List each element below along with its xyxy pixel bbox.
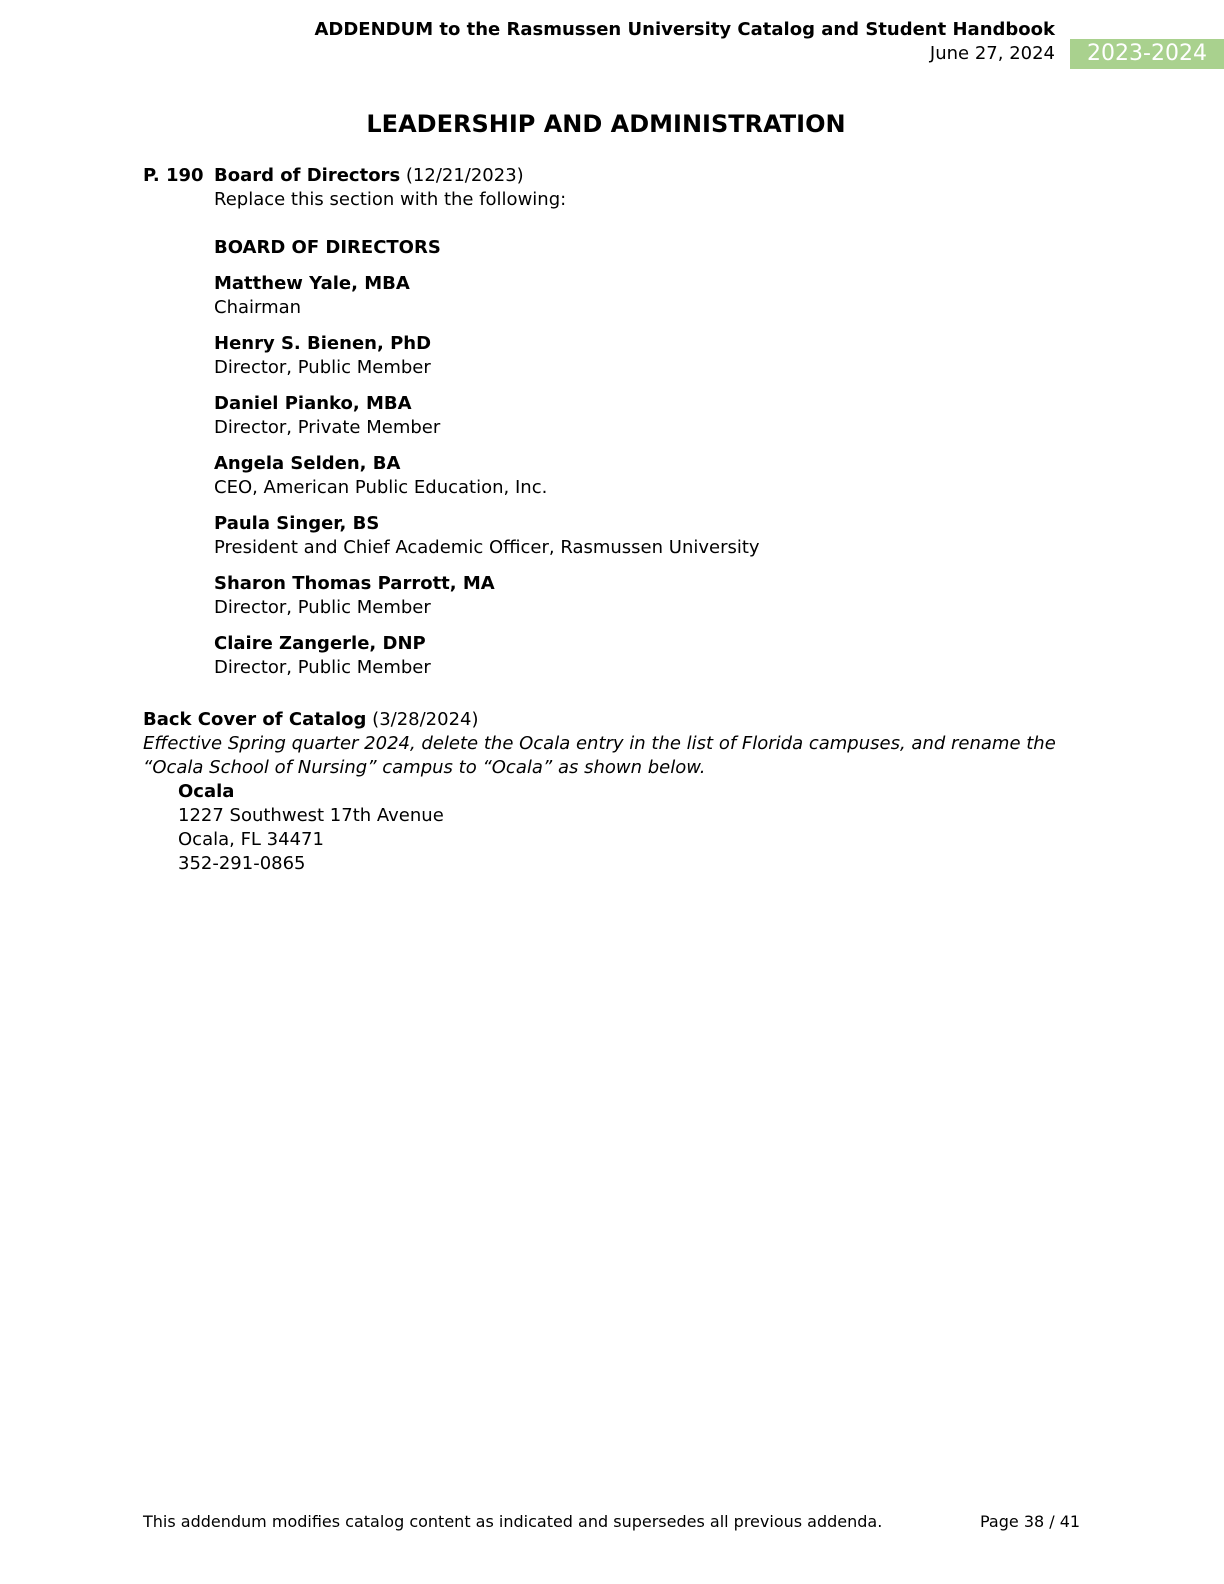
back-cover-heading-line	[143, 708, 1073, 732]
campus-address-line-2: Ocala, FL 34471	[178, 829, 324, 850]
board-instruction: Replace this section with the following:	[214, 189, 567, 210]
member-name: Angela Selden, BA	[214, 453, 401, 474]
board-member	[214, 512, 1114, 560]
member-role: Director, Private Member	[214, 417, 441, 438]
board-heading: Board of Directors	[214, 165, 401, 186]
member-name: Sharon Thomas Parrott, MA	[214, 573, 495, 594]
catalog-year-badge: 2023-2024	[1070, 39, 1224, 69]
campus-phone: 352-291-0865	[178, 853, 306, 874]
member-name: Daniel Pianko, MBA	[214, 393, 412, 414]
campus-address-line-1: 1227 Southwest 17th Avenue	[178, 805, 444, 826]
board-member	[214, 572, 1114, 620]
board-member	[214, 272, 1114, 320]
back-cover-section	[143, 708, 1073, 876]
board-member	[214, 332, 1114, 380]
member-role: President and Chief Academic Officer, Rasmussen University	[214, 537, 760, 558]
member-name: Paula Singer, BS	[214, 513, 380, 534]
member-role: Chairman	[214, 297, 302, 318]
board-heading-line	[214, 164, 1114, 188]
board-member	[214, 632, 1114, 680]
board-member-list	[214, 272, 1114, 680]
campus-name: Ocala	[178, 781, 235, 802]
back-cover-heading: Back Cover of Catalog	[143, 709, 367, 730]
campus-entry	[143, 780, 1073, 876]
board-heading-date: (12/21/2023)	[405, 165, 524, 186]
page-number: Page 38 / 41	[980, 1512, 1081, 1531]
back-cover-instruction: Effective Spring quarter 2024, delete the Ocala entry in the list of Florida campuses, and rename the “Ocala School of Nursing” campus to “Ocala” as shown below.	[143, 733, 1056, 778]
page-reference: P. 190	[143, 165, 204, 186]
footer-note: This addendum modifies catalog content as indicated and supersedes all previous addenda.	[143, 1512, 883, 1531]
member-name: Henry S. Bienen, PhD	[214, 333, 432, 354]
page-title: LEADERSHIP AND ADMINISTRATION	[366, 110, 846, 138]
board-subheading: BOARD OF DIRECTORS	[214, 237, 441, 258]
board-section	[214, 164, 1114, 680]
addendum-date: June 27, 2024	[929, 43, 1055, 64]
member-role: CEO, American Public Education, Inc.	[214, 477, 548, 498]
member-name: Claire Zangerle, DNP	[214, 633, 426, 654]
addendum-title: ADDENDUM to the Rasmussen University Catalog and Student Handbook	[314, 19, 1055, 40]
back-cover-heading-date: (3/28/2024)	[372, 709, 479, 730]
member-role: Director, Public Member	[214, 357, 431, 378]
member-name: Matthew Yale, MBA	[214, 273, 410, 294]
member-role: Director, Public Member	[214, 657, 431, 678]
board-member	[214, 392, 1114, 440]
board-member	[214, 452, 1114, 500]
member-role: Director, Public Member	[214, 597, 431, 618]
